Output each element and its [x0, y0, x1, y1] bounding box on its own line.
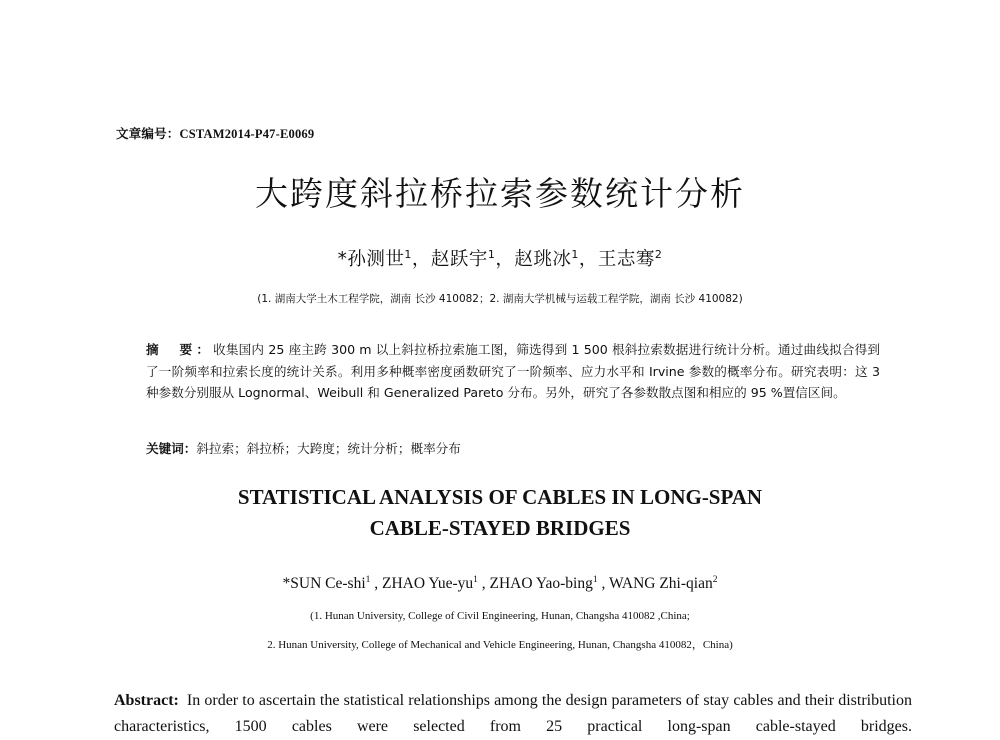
chinese-authors [0, 245, 1000, 271]
cn-author-1: *孙测世 [337, 249, 405, 270]
en-author-separator: , [597, 575, 609, 593]
cn-author-3-affil: 1 [571, 247, 579, 261]
cn-abstract-label: 摘 要： [146, 342, 214, 357]
en-author-4: WANG Zhi-qian [608, 575, 713, 593]
english-title-line-1: STATISTICAL ANALYSIS OF CABLES IN LONG-SPAN [237, 485, 763, 509]
en-author-1: *SUN Ce-shi [282, 575, 366, 593]
article-number-label: 文章编号： [116, 127, 180, 141]
en-author-3: ZHAO Yao-bing [489, 575, 593, 593]
cn-author-2: 赵跃宇 [430, 249, 488, 270]
en-author-2-affil: 1 [473, 575, 478, 585]
english-title-line-2: CABLE-STAYED BRIDGES [369, 516, 631, 540]
article-number-value: CSTAM2014-P47-E0069 [179, 127, 315, 141]
en-abstract-label: Abstract: [114, 692, 179, 709]
en-author-4-affil: 2 [712, 575, 718, 585]
chinese-keywords [146, 438, 880, 457]
english-abstract [114, 688, 912, 740]
en-author-1-affil: 1 [365, 575, 371, 585]
article-number [116, 124, 314, 142]
chinese-abstract [146, 339, 880, 404]
cn-author-3: 赵珧冰 [514, 249, 572, 270]
chinese-title: 大跨度斜拉桥拉索参数统计分析 [255, 174, 745, 213]
cn-author-separator: ， [578, 249, 598, 270]
en-author-3-affil: 1 [592, 575, 598, 585]
cn-author-separator: ， [411, 249, 431, 270]
english-affiliation-2: 2. Hunan University, College of Mechanical and Vehicle Engineering, Hunan, Changsha 410082，China) [267, 639, 733, 651]
english-title [0, 482, 1000, 544]
english-authors [0, 575, 1000, 593]
en-author-2: ZHAO Yue-yu [382, 575, 474, 593]
cn-author-1-affil: 1 [404, 247, 412, 261]
cn-author-2-affil: 1 [487, 247, 496, 261]
en-author-separator: , [370, 575, 383, 593]
cn-keywords-text: 斜拉索；斜拉桥；大跨度；统计分析；概率分布 [196, 441, 461, 456]
cn-abstract-text: 收集国内 25 座主跨 300 m 以上斜拉桥拉索施工图，筛选得到 1 500 根斜拉索数据进行统计分析。通过曲线拟合得到了一阶频率和拉索长度的统计关系。利用多种概率密度函数研究了一阶频率、应力水平和 Irvine 参数的概率分布。研究表明：这 3 种参数分别服从 Lognormal、Weibull 和 Generalized Pareto 分布。另外，研究了各参数散点图和相应的 95 %置信区间。 [146, 342, 881, 400]
cn-keywords-label: 关键词： [146, 441, 197, 456]
en-abstract-text: In order to ascertain the statistical relationships among the design parameters of stay cables and their distribution characteristics, 1500 cables were selected from 25 practical long-span cable-stayed bridges. [114, 692, 912, 735]
english-affiliation-1: (1. Hunan University, College of Civil Engineering, Hunan, Changsha 410082 ,China; [310, 610, 690, 622]
cn-author-4-affil: 2 [654, 247, 663, 261]
cn-author-4: 王志骞 [597, 249, 655, 270]
cn-author-separator: ， [495, 249, 515, 270]
en-author-separator: , [477, 575, 490, 593]
chinese-affiliation: (1. 湖南大学土木工程学院，湖南 长沙 410082；2. 湖南大学机械与运载工程学院，湖南 长沙 410082) [257, 293, 743, 305]
